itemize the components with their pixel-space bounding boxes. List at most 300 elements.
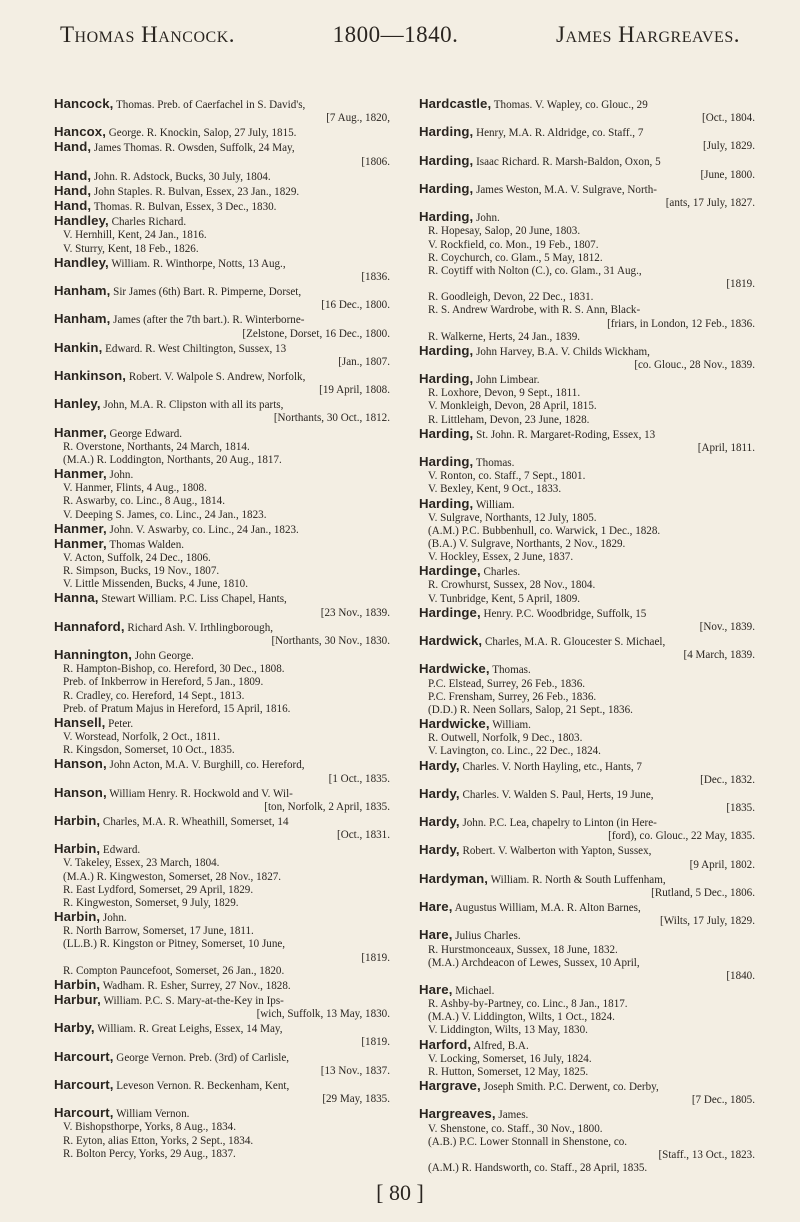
entry-line: [419, 759, 759, 774]
index-entry: [54, 716, 394, 757]
index-entry: [419, 900, 759, 928]
index-entry: [54, 169, 394, 184]
entry-headword: Hargrave,: [419, 1078, 481, 1094]
entry-subline: V. Acton, Suffolk, 24 Dec., 1806.: [63, 552, 211, 564]
entry-headword: Hand,: [54, 139, 92, 155]
entry-line: [54, 214, 394, 229]
entry-text: Wadham. R. Esher, Surrey, 27 Nov., 1828.: [100, 979, 291, 992]
entry-text: Thomas.: [473, 457, 515, 470]
entry-subline: R. Kingweston, Somerset, 9 July, 1829.: [63, 896, 239, 909]
entry-line: [419, 497, 759, 512]
entry-subline: (A.B.) P.C. Lower Stonnall in Shenstone, co.: [428, 1135, 628, 1148]
entry-text: Sir James (6th) Bart. R. Pimperne, Dorset,: [110, 286, 302, 299]
entry-headword: Harding,: [419, 152, 474, 168]
entry-line: [54, 369, 394, 384]
index-entry: [54, 426, 394, 467]
entry-line: [419, 606, 759, 621]
entry-subline: R. Hurstmonceaux, Sussex, 18 June, 1832.: [428, 943, 618, 956]
entry-subline: Preb. of Inkberrow in Hereford, 5 Jan., 1809.: [63, 676, 264, 689]
index-entry: [54, 648, 394, 716]
entry-text: Charles, M.A. R. Gloucester S. Michael,: [482, 636, 666, 649]
entry-line: [54, 716, 394, 731]
entry-text: John George.: [132, 650, 194, 663]
entry-continuation: [1819.: [361, 951, 390, 964]
entry-headword: Hare,: [419, 982, 453, 997]
entry-continuation: [1806.: [361, 155, 390, 168]
entry-text: Robert. V. Walpole S. Andrew, Norfolk,: [126, 370, 306, 383]
entry-text: Thomas. V. Wapley, co. Glouc., 29: [491, 99, 648, 111]
entry-headword: Hardy,: [419, 757, 460, 773]
entry-text: St. John. R. Margaret-Roding, Essex, 13: [473, 428, 656, 441]
running-head: [60, 22, 740, 48]
index-entry: [419, 497, 759, 565]
index-entry: [419, 154, 759, 182]
entry-text: James (after the 7th bart.). R. Winterborne-: [110, 314, 305, 327]
entry-continuation: [Rutland, 5 Dec., 1806.: [651, 886, 755, 899]
entry-subline: R. Crowhurst, Sussex, 28 Nov., 1804.: [428, 579, 596, 592]
entry-line: [419, 634, 759, 649]
entry-headword: Hare,: [419, 899, 453, 915]
entry-continuation: [13 Nov., 1837.: [320, 1064, 390, 1077]
entry-text: Leveson Vernon. R. Beckenham, Kent,: [113, 1079, 290, 1092]
index-entry: [419, 983, 759, 1038]
entry-headword: Hanson,: [54, 756, 107, 772]
entry-subline: V. Sulgrave, Northants, 12 July, 1805.: [428, 511, 597, 524]
entry-text: Edward.: [100, 844, 141, 857]
entry-line: [54, 341, 394, 356]
entry-subline: V. Ronton, co. Staff., 7 Sept., 1801.: [428, 470, 586, 483]
entry-subline: V. Hanmer, Flints, 4 Aug., 1808.: [63, 482, 207, 495]
index-entry: [54, 184, 394, 199]
entry-text: John.: [473, 212, 500, 225]
entry-headword: Harcourt,: [54, 1048, 114, 1064]
index-entry: [54, 757, 394, 785]
entry-subline: V. Locking, Somerset, 16 July, 1824.: [428, 1052, 592, 1065]
entry-subline: R. Hutton, Somerset, 12 May, 1825.: [428, 1065, 589, 1078]
entry-line: [54, 910, 394, 925]
index-entry: [54, 814, 394, 842]
index-entry: [419, 344, 759, 372]
entry-subline: V. Hockley, Essex, 2 June, 1837.: [428, 551, 574, 564]
entry-text: William. R. Great Leighs, Essex, 14 May,: [94, 1023, 283, 1036]
entry-subline: R. Outwell, Norfolk, 9 Dec., 1803.: [428, 732, 583, 745]
entry-headword: Hardinge,: [419, 563, 481, 579]
index-entry: [419, 182, 759, 210]
entry-text: James Thomas. R. Owsden, Suffolk, 24 May,: [91, 142, 295, 155]
entry-line: [54, 814, 394, 829]
entry-subline: R. Hampton-Bishop, co. Hereford, 30 Dec., 1808.: [63, 663, 285, 676]
entry-continuation: [Wilts, 17 July, 1829.: [660, 915, 755, 928]
entry-continuation: [1819.: [361, 1036, 390, 1049]
entry-subline: R. Cradley, co. Hereford, 14 Sept., 1813.: [63, 689, 245, 702]
entry-continuation: [Staff., 13 Oct., 1823.: [658, 1148, 755, 1161]
entry-headword: Hanmer,: [54, 535, 107, 551]
entry-continuation: [29 May, 1835.: [322, 1093, 390, 1106]
entry-text: William Vernon.: [113, 1108, 190, 1121]
entry-line: [419, 872, 759, 887]
entry-subline: R. Coytiff with Nolton (C.), co. Glam., 31 Aug.,: [428, 264, 642, 277]
index-entry: [54, 125, 394, 140]
entry-line: [54, 256, 394, 271]
entry-text: John Staples. R. Bulvan, Essex, 23 Jan., 1829.: [91, 185, 300, 198]
entry-text: Stewart William. P.C. Liss Chapel, Hants,: [98, 593, 287, 606]
index-entry: [419, 717, 759, 758]
entry-headword: Hargreaves,: [419, 1106, 496, 1122]
entry-continuation: [1840.: [726, 969, 755, 982]
entry-line: [419, 455, 759, 470]
entry-text: Charles. V. Walden S. Paul, Herts, 19 June,: [459, 788, 654, 801]
entry-headword: Handley,: [54, 213, 109, 229]
entry-continuation: [Jan., 1807.: [338, 355, 390, 368]
entry-subline: (M.A.) R. Kingweston, Somerset, 28 Nov., 1827.: [63, 870, 282, 883]
entry-continuation: [16 Dec., 1800.: [321, 299, 390, 312]
index-entry: [54, 591, 394, 619]
entry-continuation: [Northants, 30 Nov., 1830.: [271, 634, 390, 647]
entry-line: [419, 97, 759, 112]
entry-subline: Preb. of Pratum Majus in Hereford, 15 April, 1816.: [63, 702, 291, 715]
entry-subline: R. Littleham, Devon, 23 June, 1828.: [428, 413, 590, 426]
entry-line: [54, 397, 394, 412]
entry-headword: Hansell,: [54, 714, 106, 730]
index-entry: [419, 210, 759, 344]
index-entry: [419, 759, 759, 787]
index-entry: [419, 928, 759, 983]
entry-continuation: [July, 1829.: [703, 140, 755, 153]
entry-text: Robert. V. Walberton with Yapton, Sussex,: [459, 845, 652, 858]
entry-headword: Handley,: [54, 254, 109, 270]
entry-headword: Harding,: [419, 209, 474, 225]
entry-line: [419, 372, 759, 387]
entry-line: [54, 537, 394, 552]
entry-line: [54, 1050, 394, 1065]
entry-continuation: [April, 1811.: [697, 441, 755, 454]
running-head-center: 1800—1840.: [332, 22, 459, 47]
entry-line: [54, 757, 394, 772]
entry-line: [54, 97, 394, 112]
entry-text: Julius Charles.: [452, 930, 521, 943]
entry-subline: R. Overstone, Northants, 24 March, 1814.: [63, 440, 250, 453]
entry-subline: (LL.B.) R. Kingston or Pitney, Somerset, 10 June,: [63, 938, 286, 951]
entry-line: [54, 169, 394, 184]
entry-headword: Hand,: [54, 198, 92, 214]
entry-subline: V. Takeley, Essex, 23 March, 1804.: [63, 857, 220, 870]
entry-text: Thomas. R. Bulvan, Essex, 3 Dec., 1830.: [91, 201, 277, 214]
entry-line: [419, 815, 759, 830]
entry-subline: V. Rockfield, co. Mon., 19 Feb., 1807.: [428, 238, 599, 251]
index-entry: [419, 872, 759, 900]
entry-subline: V. Hernhill, Kent, 24 Jan., 1816.: [63, 229, 207, 242]
entry-text: William. R. North & South Luffenham,: [488, 873, 666, 886]
entry-continuation: [Nov., 1839.: [699, 620, 755, 633]
entry-subline: R. North Barrow, Somerset, 17 June, 1811.: [63, 925, 254, 938]
entry-line: [54, 426, 394, 441]
index-entry: [419, 1038, 759, 1079]
entry-continuation: [9 April, 1802.: [689, 858, 755, 871]
entry-line: [419, 1079, 759, 1094]
entry-text: Henry, M.A. R. Aldridge, co. Staff., 7: [473, 127, 644, 140]
entry-text: Charles. V. North Hayling, etc., Hants, 7: [459, 760, 642, 773]
entry-headword: Hardyman,: [419, 870, 489, 886]
entry-text: Henry. P.C. Woodbridge, Suffolk, 15: [480, 607, 647, 620]
index-entry: [54, 312, 394, 340]
entry-text: John.: [100, 912, 127, 925]
entry-headword: Harbin,: [54, 976, 101, 992]
entry-headword: Harbin,: [54, 841, 101, 857]
index-entry: [54, 1050, 394, 1078]
entry-headword: Hankinson,: [54, 367, 127, 383]
entry-line: [419, 210, 759, 225]
entry-text: John. V. Aswarby, co. Linc., 24 Jan., 1823.: [106, 523, 299, 536]
entry-subline: (D.D.) R. Neen Sollars, Salop, 21 Sept., 1836.: [428, 703, 633, 716]
index-entry: [419, 455, 759, 496]
index-entry: [419, 787, 759, 815]
entry-subline: (B.A.) V. Sulgrave, Northants, 2 Nov., 1829.: [428, 538, 626, 550]
entry-headword: Harby,: [54, 1020, 95, 1036]
entry-text: Thomas. Preb. of Caerfachel in S. David's,: [113, 99, 306, 111]
entry-line: [419, 900, 759, 915]
index-entry: [54, 537, 394, 592]
entry-continuation: [1836.: [361, 270, 390, 283]
index-entry: [419, 372, 759, 427]
entry-text: Charles.: [480, 566, 521, 579]
entry-text: Augustus William, M.A. R. Alton Barnes,: [452, 902, 641, 915]
entry-line: [419, 717, 759, 732]
entry-subline: R. Eyton, alias Etton, Yorks, 2 Sept., 1834.: [63, 1134, 254, 1147]
index-entry: [54, 397, 394, 425]
entry-subline: R. Loxhore, Devon, 9 Sept., 1811.: [428, 387, 581, 400]
entry-continuation: [23 Nov., 1839.: [320, 606, 390, 619]
index-entry: [54, 97, 394, 125]
entry-line: [419, 125, 759, 140]
entry-text: William.: [489, 719, 531, 732]
entry-line: [54, 648, 394, 663]
entry-headword: Harding,: [419, 495, 474, 511]
index-entry: [54, 978, 394, 993]
entry-headword: Hanmer,: [54, 520, 107, 536]
entry-continuation: [Dec., 1832.: [700, 773, 755, 786]
index-entry: [54, 620, 394, 648]
entry-line: [54, 978, 394, 993]
entry-continuation: [19 April, 1808.: [319, 384, 390, 397]
page-folio: [ 80 ]: [376, 1180, 424, 1205]
entry-subline: V. Tunbridge, Kent, 5 April, 1809.: [428, 592, 581, 605]
entry-continuation: [1835.: [726, 801, 755, 814]
entry-headword: Hardwick,: [419, 633, 483, 649]
entry-line: [54, 620, 394, 635]
index-entry: [419, 634, 759, 662]
entry-subline: (A.M.) P.C. Bubbenhull, co. Warwick, 1 Dec., 1828.: [428, 524, 661, 537]
entry-subline: V. Monkleigh, Devon, 28 April, 1815.: [428, 400, 597, 413]
entry-headword: Harding,: [419, 454, 474, 470]
entry-text: William.: [473, 498, 515, 511]
entry-subline: P.C. Frensham, Surrey, 26 Feb., 1836.: [428, 690, 597, 703]
entry-line: [54, 1106, 394, 1121]
index-entry: [54, 1021, 394, 1049]
entry-headword: Hardwicke,: [419, 661, 490, 677]
entry-headword: Hanson,: [54, 784, 107, 800]
entry-line: [54, 522, 394, 537]
entry-line: [54, 284, 394, 299]
entry-subline: R. Simpson, Bucks, 19 Nov., 1807.: [63, 565, 220, 578]
entry-line: [54, 184, 394, 199]
entry-line: [419, 928, 759, 943]
index-entry: [54, 910, 394, 978]
entry-text: John Harvey, B.A. V. Childs Wickham,: [473, 345, 650, 358]
entry-subline: R. Walkerne, Herts, 24 Jan., 1839.: [428, 330, 581, 343]
entry-line: [54, 467, 394, 482]
entry-line: [419, 662, 759, 677]
entry-subline: (M.A.) Archdeacon of Lewes, Sussex, 10 April,: [428, 956, 640, 969]
entry-text: Joseph Smith. P.C. Derwent, co. Derby,: [480, 1081, 659, 1094]
entry-text: John.: [106, 469, 134, 482]
running-head-right: James Hargreaves.: [556, 22, 740, 47]
entry-headword: Hannaford,: [54, 618, 125, 634]
entry-text: Peter.: [105, 717, 134, 730]
entry-line: [54, 591, 394, 606]
entry-headword: Hardcastle,: [419, 96, 492, 111]
entry-text: Michael.: [452, 985, 495, 997]
entry-headword: Hardy,: [419, 785, 460, 801]
entry-subline: (M.A.) V. Liddington, Wilts, 1 Oct., 1824.: [428, 1011, 615, 1024]
entry-continuation: [1 Oct., 1835.: [328, 772, 390, 785]
entry-subline: (M.A.) R. Loddington, Northants, 20 Aug., 1817.: [63, 453, 282, 466]
entry-line: [54, 842, 394, 857]
entry-headword: Harbin,: [54, 909, 101, 925]
entry-line: [419, 154, 759, 169]
entry-headword: Harbur,: [54, 992, 101, 1007]
entry-text: Alfred, B.A.: [471, 1039, 529, 1052]
running-head-left: Thomas Hancock.: [60, 22, 236, 47]
entry-text: Richard Ash. V. Irthlingborough,: [124, 621, 274, 634]
index-entry: [54, 199, 394, 214]
entry-text: John Acton, M.A. V. Burghill, co. Hereford,: [106, 759, 305, 772]
entry-headword: Harding,: [419, 180, 474, 196]
entry-headword: Harding,: [419, 124, 474, 140]
entry-text: Charles Richard.: [108, 216, 187, 229]
entry-headword: Hardwicke,: [419, 716, 490, 732]
index-entry: [419, 564, 759, 605]
entry-continuation: [friars, in London, 12 Feb., 1836.: [607, 317, 755, 330]
entry-subline: V. Bexley, Kent, 9 Oct., 1833.: [428, 483, 562, 496]
entry-subline: V. Lavington, co. Linc., 22 Dec., 1824.: [428, 745, 601, 758]
index-entry: [54, 256, 394, 284]
entry-line: [419, 344, 759, 359]
index-entry: [54, 1078, 394, 1106]
entry-line: [54, 786, 394, 801]
entry-text: John Limbear.: [473, 374, 540, 387]
entry-line: [419, 787, 759, 802]
entry-headword: Hardinge,: [419, 604, 481, 620]
entry-text: William. P.C. S. Mary-at-the-Key in Ips-: [100, 995, 284, 1007]
entry-subline: V. Little Missenden, Bucks, 4 June, 1810.: [63, 578, 248, 591]
index-entry: [54, 1106, 394, 1161]
entry-continuation: [ants, 17 July, 1827.: [665, 197, 755, 210]
entry-continuation: [Oct., 1804.: [702, 112, 755, 125]
entry-text: John. P.C. Lea, chapelry to Linton (in Here-: [459, 817, 657, 830]
index-entry: [54, 786, 394, 814]
entry-text: Edward. R. West Chiltington, Sussex, 13: [102, 342, 287, 355]
entry-subline: R. Goodleigh, Devon, 22 Dec., 1831.: [428, 291, 594, 304]
entry-line: [419, 1038, 759, 1053]
index-entry: [419, 1079, 759, 1107]
entry-text: George Vernon. Preb. (3rd) of Carlisle,: [113, 1051, 290, 1064]
entry-subline: R. East Lydford, Somerset, 29 April, 1829.: [63, 883, 254, 896]
entry-continuation: [June, 1800.: [700, 168, 755, 181]
entry-subline: V. Liddington, Wilts, 13 May, 1830.: [428, 1024, 588, 1037]
entry-headword: Hanham,: [54, 283, 111, 299]
entry-headword: Hardy,: [419, 842, 460, 858]
index-entry: [54, 522, 394, 537]
entry-subline: R. Ashby-by-Partney, co. Linc., 8 Jan., 1817.: [428, 998, 628, 1011]
entry-continuation: [co. Glouc., 28 Nov., 1839.: [634, 358, 755, 371]
entry-text: Thomas Walden.: [106, 538, 185, 551]
entry-headword: Hand,: [54, 182, 92, 198]
entry-subline: R. S. Andrew Wardrobe, with R. S. Ann, Black-: [428, 304, 641, 317]
index-entry: [54, 140, 394, 168]
entry-headword: Harding,: [419, 425, 474, 441]
entry-headword: Harding,: [419, 371, 474, 387]
entry-line: [419, 1107, 759, 1122]
entry-line: [419, 182, 759, 197]
index-entry: [54, 341, 394, 369]
entry-subline: V. Sturry, Kent, 18 Feb., 1826.: [63, 242, 199, 255]
entry-continuation: [7 Dec., 1805.: [691, 1094, 755, 1107]
index-entry: [54, 369, 394, 397]
entry-subline: (A.M.) R. Handsworth, co. Staff., 28 April, 1835.: [428, 1162, 648, 1175]
right-column: [419, 97, 759, 1175]
entry-headword: Hanna,: [54, 590, 99, 606]
index-entry: [419, 427, 759, 455]
entry-line: [54, 1078, 394, 1093]
entry-text: John, M.A. R. Clipston with all its parts,: [100, 399, 284, 412]
index-entry: [419, 606, 759, 634]
index-entry: [419, 125, 759, 153]
entry-headword: Hand,: [54, 167, 92, 183]
entry-text: George Edward.: [106, 427, 183, 440]
entry-continuation: [1819.: [726, 278, 755, 291]
entry-subline: R. Hopesay, Salop, 20 June, 1803.: [428, 225, 581, 238]
entry-line: [419, 983, 759, 998]
entry-headword: Hancock,: [54, 96, 114, 111]
entry-text: Thomas.: [489, 664, 531, 677]
entry-continuation: [4 March, 1839.: [683, 649, 755, 662]
entry-subline: R. Bolton Percy, Yorks, 29 Aug., 1837.: [63, 1147, 236, 1160]
index-entry: [419, 97, 759, 125]
entry-subline: V. Deeping S. James, co. Linc., 24 Jan., 1823.: [63, 508, 267, 521]
entry-text: John. R. Adstock, Bucks, 30 July, 1804.: [91, 170, 271, 183]
entry-headword: Hanmer,: [54, 424, 107, 440]
entry-continuation: [wich, Suffolk, 13 May, 1830.: [256, 1008, 390, 1021]
index-entry: [419, 662, 759, 717]
entry-headword: Harcourt,: [54, 1105, 114, 1121]
entry-headword: Hardy,: [419, 814, 460, 830]
entry-headword: Harford,: [419, 1036, 472, 1052]
index-entry: [54, 214, 394, 255]
entry-headword: Hannington,: [54, 647, 133, 663]
entry-continuation: [Zelstone, Dorset, 16 Dec., 1800.: [242, 327, 390, 340]
index-entry: [419, 815, 759, 843]
index-entry: [54, 284, 394, 312]
entry-line: [419, 427, 759, 442]
entry-line: [419, 843, 759, 858]
entry-headword: Harbin,: [54, 812, 101, 828]
index-entry: [54, 993, 394, 1021]
entry-line: [54, 125, 394, 140]
entry-line: [54, 1021, 394, 1036]
entry-headword: Hanley,: [54, 396, 101, 412]
entry-continuation: [7 Aug., 1820,: [326, 112, 390, 125]
entry-text: Charles, M.A. R. Wheathill, Somerset, 14: [100, 815, 289, 828]
